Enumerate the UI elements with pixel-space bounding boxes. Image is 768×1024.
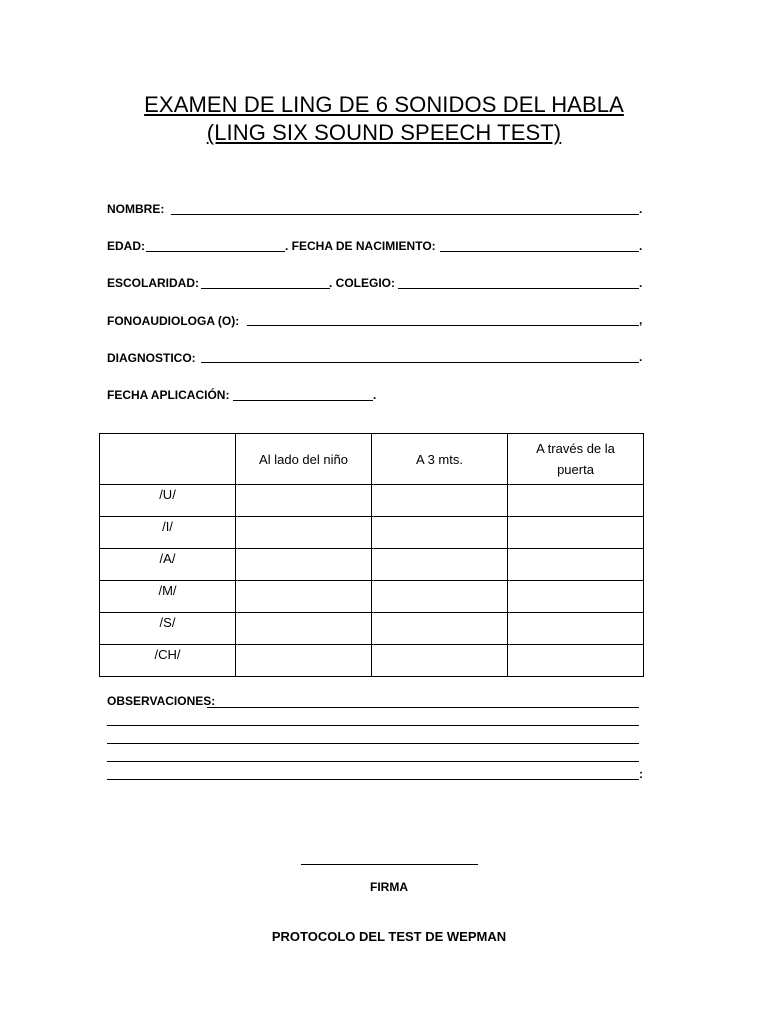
table-cell[interactable] <box>372 517 508 549</box>
table-cell[interactable] <box>372 549 508 581</box>
sound-label: /I/ <box>100 517 236 549</box>
table-cell[interactable] <box>372 581 508 613</box>
sound-label: /M/ <box>100 581 236 613</box>
sound-test-table <box>99 433 644 677</box>
sound-label: /CH/ <box>100 645 236 677</box>
nombre-end: . <box>639 202 643 216</box>
header-al-lado: Al lado del niño <box>236 434 372 485</box>
edad-label: EDAD: <box>107 239 145 253</box>
observaciones-line-4[interactable] <box>107 761 639 762</box>
header-a-traves: A través de la puerta <box>508 434 644 485</box>
observaciones-line-3[interactable] <box>107 743 639 744</box>
fecha-aplicacion-label: FECHA APLICACIÓN: <box>107 388 230 402</box>
firma-label: FIRMA <box>370 880 408 894</box>
fecha-aplicacion-end: . <box>373 388 377 402</box>
table-row <box>100 645 644 677</box>
table-row <box>100 517 644 549</box>
fonoaudiologa-end: , <box>639 313 643 327</box>
escolaridad-label: ESCOLARIDAD: <box>107 276 199 290</box>
table-cell[interactable] <box>236 517 372 549</box>
observaciones-line-5[interactable] <box>107 779 639 780</box>
fonoaudiologa-line[interactable] <box>247 325 639 326</box>
footer-title: PROTOCOLO DEL TEST DE WEPMAN <box>271 929 507 944</box>
table-cell[interactable] <box>508 485 644 517</box>
table-cell[interactable] <box>508 581 644 613</box>
fecha-nacimiento-label: . FECHA DE NACIMIENTO: <box>285 239 436 253</box>
table-cell[interactable] <box>236 485 372 517</box>
sound-label: /U/ <box>100 485 236 517</box>
observaciones-line-2[interactable] <box>107 725 639 726</box>
observaciones-end: : <box>639 767 643 781</box>
colegio-label: . COLEGIO: <box>329 276 395 290</box>
table-cell[interactable] <box>508 613 644 645</box>
colegio-end: . <box>639 276 643 290</box>
title-line-1: EXAMEN DE LING DE 6 SONIDOS DEL HABLA <box>144 92 624 117</box>
table-cell[interactable] <box>236 549 372 581</box>
table-cell[interactable] <box>372 485 508 517</box>
diagnostico-end: . <box>639 350 643 364</box>
header-blank <box>100 434 236 485</box>
observaciones-line-1[interactable] <box>207 707 639 708</box>
signature-line[interactable] <box>301 864 478 865</box>
table-cell[interactable] <box>236 645 372 677</box>
nombre-line[interactable] <box>171 214 639 215</box>
table-cell[interactable] <box>236 581 372 613</box>
table-cell[interactable] <box>508 645 644 677</box>
observaciones-label: OBSERVACIONES: <box>107 694 216 708</box>
fecha-nacimiento-end: . <box>639 239 643 253</box>
table-cell[interactable] <box>508 517 644 549</box>
fonoaudiologa-label: FONOAUDIOLOGA (O): <box>107 314 240 328</box>
fecha-aplicacion-line[interactable] <box>233 400 373 401</box>
diagnostico-label: DIAGNOSTICO: <box>107 351 196 365</box>
edad-line[interactable] <box>146 251 285 252</box>
table-row <box>100 581 644 613</box>
table-cell[interactable] <box>508 549 644 581</box>
header-a-3-mts: A 3 mts. <box>372 434 508 485</box>
table-row <box>100 613 644 645</box>
fecha-nacimiento-line[interactable] <box>440 251 639 252</box>
diagnostico-line[interactable] <box>201 362 639 363</box>
sound-label: /A/ <box>100 549 236 581</box>
table-row <box>100 485 644 517</box>
nombre-label: NOMBRE: <box>107 202 165 216</box>
table-cell[interactable] <box>372 645 508 677</box>
sound-label: /S/ <box>100 613 236 645</box>
table-cell[interactable] <box>236 613 372 645</box>
escolaridad-line[interactable] <box>201 288 330 289</box>
table-row <box>100 549 644 581</box>
colegio-line[interactable] <box>398 288 639 289</box>
table-cell[interactable] <box>372 613 508 645</box>
title-line-2: (LING SIX SOUND SPEECH TEST) <box>206 120 562 145</box>
table-header-row <box>100 434 644 485</box>
